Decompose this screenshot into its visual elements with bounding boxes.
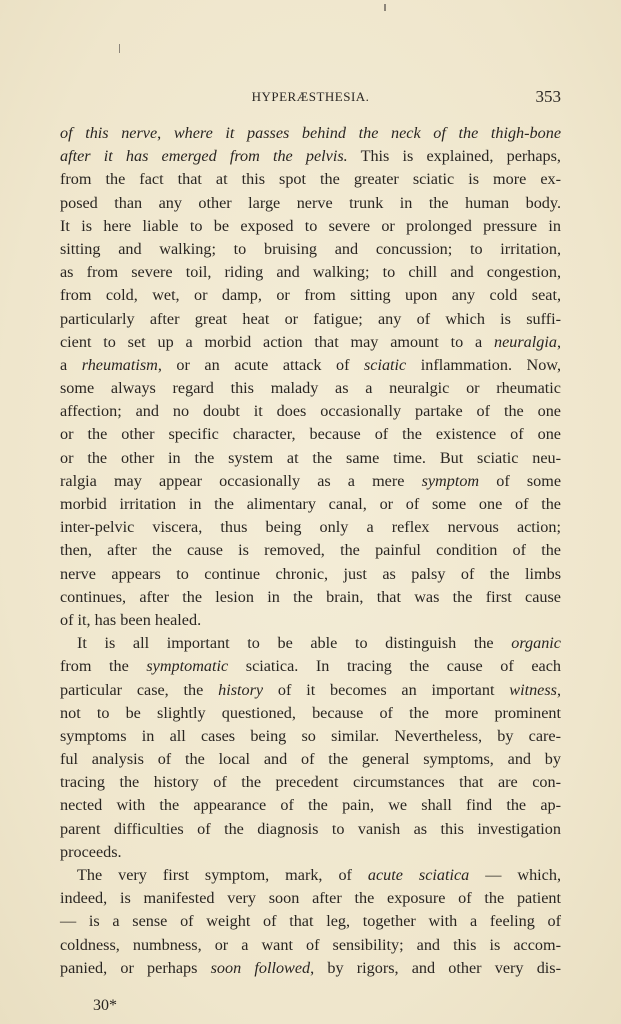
- text-line: from the fact that at this spot the greater sciatic is more ex-: [60, 170, 561, 189]
- page-number: 353: [535, 87, 561, 106]
- text-line: continues, after the lesion in the brain, that was the first cause: [60, 587, 561, 606]
- text-line: morbid irritation in the alimentary canal, or of some one of the: [60, 495, 561, 513]
- text-line: parent difficulties of the diagnosis to vanish as this investigation: [60, 819, 561, 838]
- page-header: [60, 87, 561, 107]
- text-line: posed than any other large nerve trunk in the human body.: [60, 193, 561, 212]
- text-line: of this nerve, where it passes behind the neck of the thigh-bone: [60, 124, 562, 142]
- text-line: It is all important to be able to distinguish the organic: [77, 634, 561, 653]
- text-line: It is here liable to be exposed to severe or prolonged pressure in: [60, 216, 561, 235]
- text-line: nected with the appearance of the pain, we shall find the ap-: [60, 796, 561, 815]
- text-line: or the other in the system at the same time. But sciatic neu-: [60, 448, 561, 467]
- text-line: affection; and no doubt it does occasionally partake of the one: [60, 402, 561, 421]
- text-line: not to be slightly questioned, because of the more prominent: [60, 703, 561, 722]
- paper-blemish-top: [384, 4, 386, 11]
- running-head: HYPERÆSTHESIA.: [251, 89, 370, 104]
- text-line: — is a sense of weight of that leg, together with a feeling of: [60, 912, 561, 931]
- text-line: sitting and walking; to bruising and concussion; to irritation,: [60, 239, 561, 258]
- text-line: then, after the cause is removed, the painful condition of the: [60, 541, 561, 560]
- text-line: cient to set up a morbid action that may amount to a neuralgia,: [60, 332, 561, 351]
- signature-mark: 30*: [93, 997, 117, 1014]
- text-line: or the other specific character, because of the existence of one: [60, 425, 561, 444]
- text-line: tracing the history of the precedent circumstances that are con-: [60, 773, 561, 792]
- text-line: indeed, is manifested very soon after the exposure of the patient: [60, 889, 561, 908]
- text-line: of it, has been healed.: [60, 610, 202, 629]
- text-line: panied, or perhaps soon followed, by rigors, and other very dis-: [60, 958, 561, 977]
- text-line: symptoms in all cases being so similar. Nevertheless, by care-: [60, 726, 561, 745]
- text-line: proceeds.: [60, 842, 122, 861]
- text-line: ralgia may appear occasionally as a mere symptom of some: [60, 471, 562, 490]
- text-line: nerve appears to continue chronic, just as palsy of the limbs: [60, 564, 561, 583]
- text-line: inter-pelvic viscera, thus being only a reflex nervous action;: [60, 518, 561, 537]
- text-line: some always regard this malady as a neuralgic or rheumatic: [60, 379, 561, 398]
- text-line: after it has emerged from the pelvis. This is explained, perhaps,: [60, 147, 561, 166]
- text-line: ful analysis of the local and of the general symptoms, and by: [60, 750, 561, 769]
- text-line: particularly after great heat or fatigue; any of which is suffi-: [60, 309, 561, 328]
- body-text: [60, 122, 561, 980]
- paper-blemish-left: [119, 44, 120, 53]
- text-line: from cold, wet, or damp, or from sitting upon any cold seat,: [60, 286, 561, 305]
- text-line: from the symptomatic sciatica. In tracing the cause of each: [60, 657, 561, 676]
- text-line: as from severe toil, riding and walking; to chill and congestion,: [60, 263, 561, 282]
- text-line: a rheumatism, or an acute attack of sciatic inflammation. Now,: [60, 355, 561, 374]
- text-line: particular case, the history of it becomes an important witness,: [60, 680, 561, 699]
- text-line: coldness, numbness, or a want of sensibility; and this is accom-: [60, 935, 561, 954]
- text-line: The very first symptom, mark, of acute sciatica — which,: [77, 866, 562, 884]
